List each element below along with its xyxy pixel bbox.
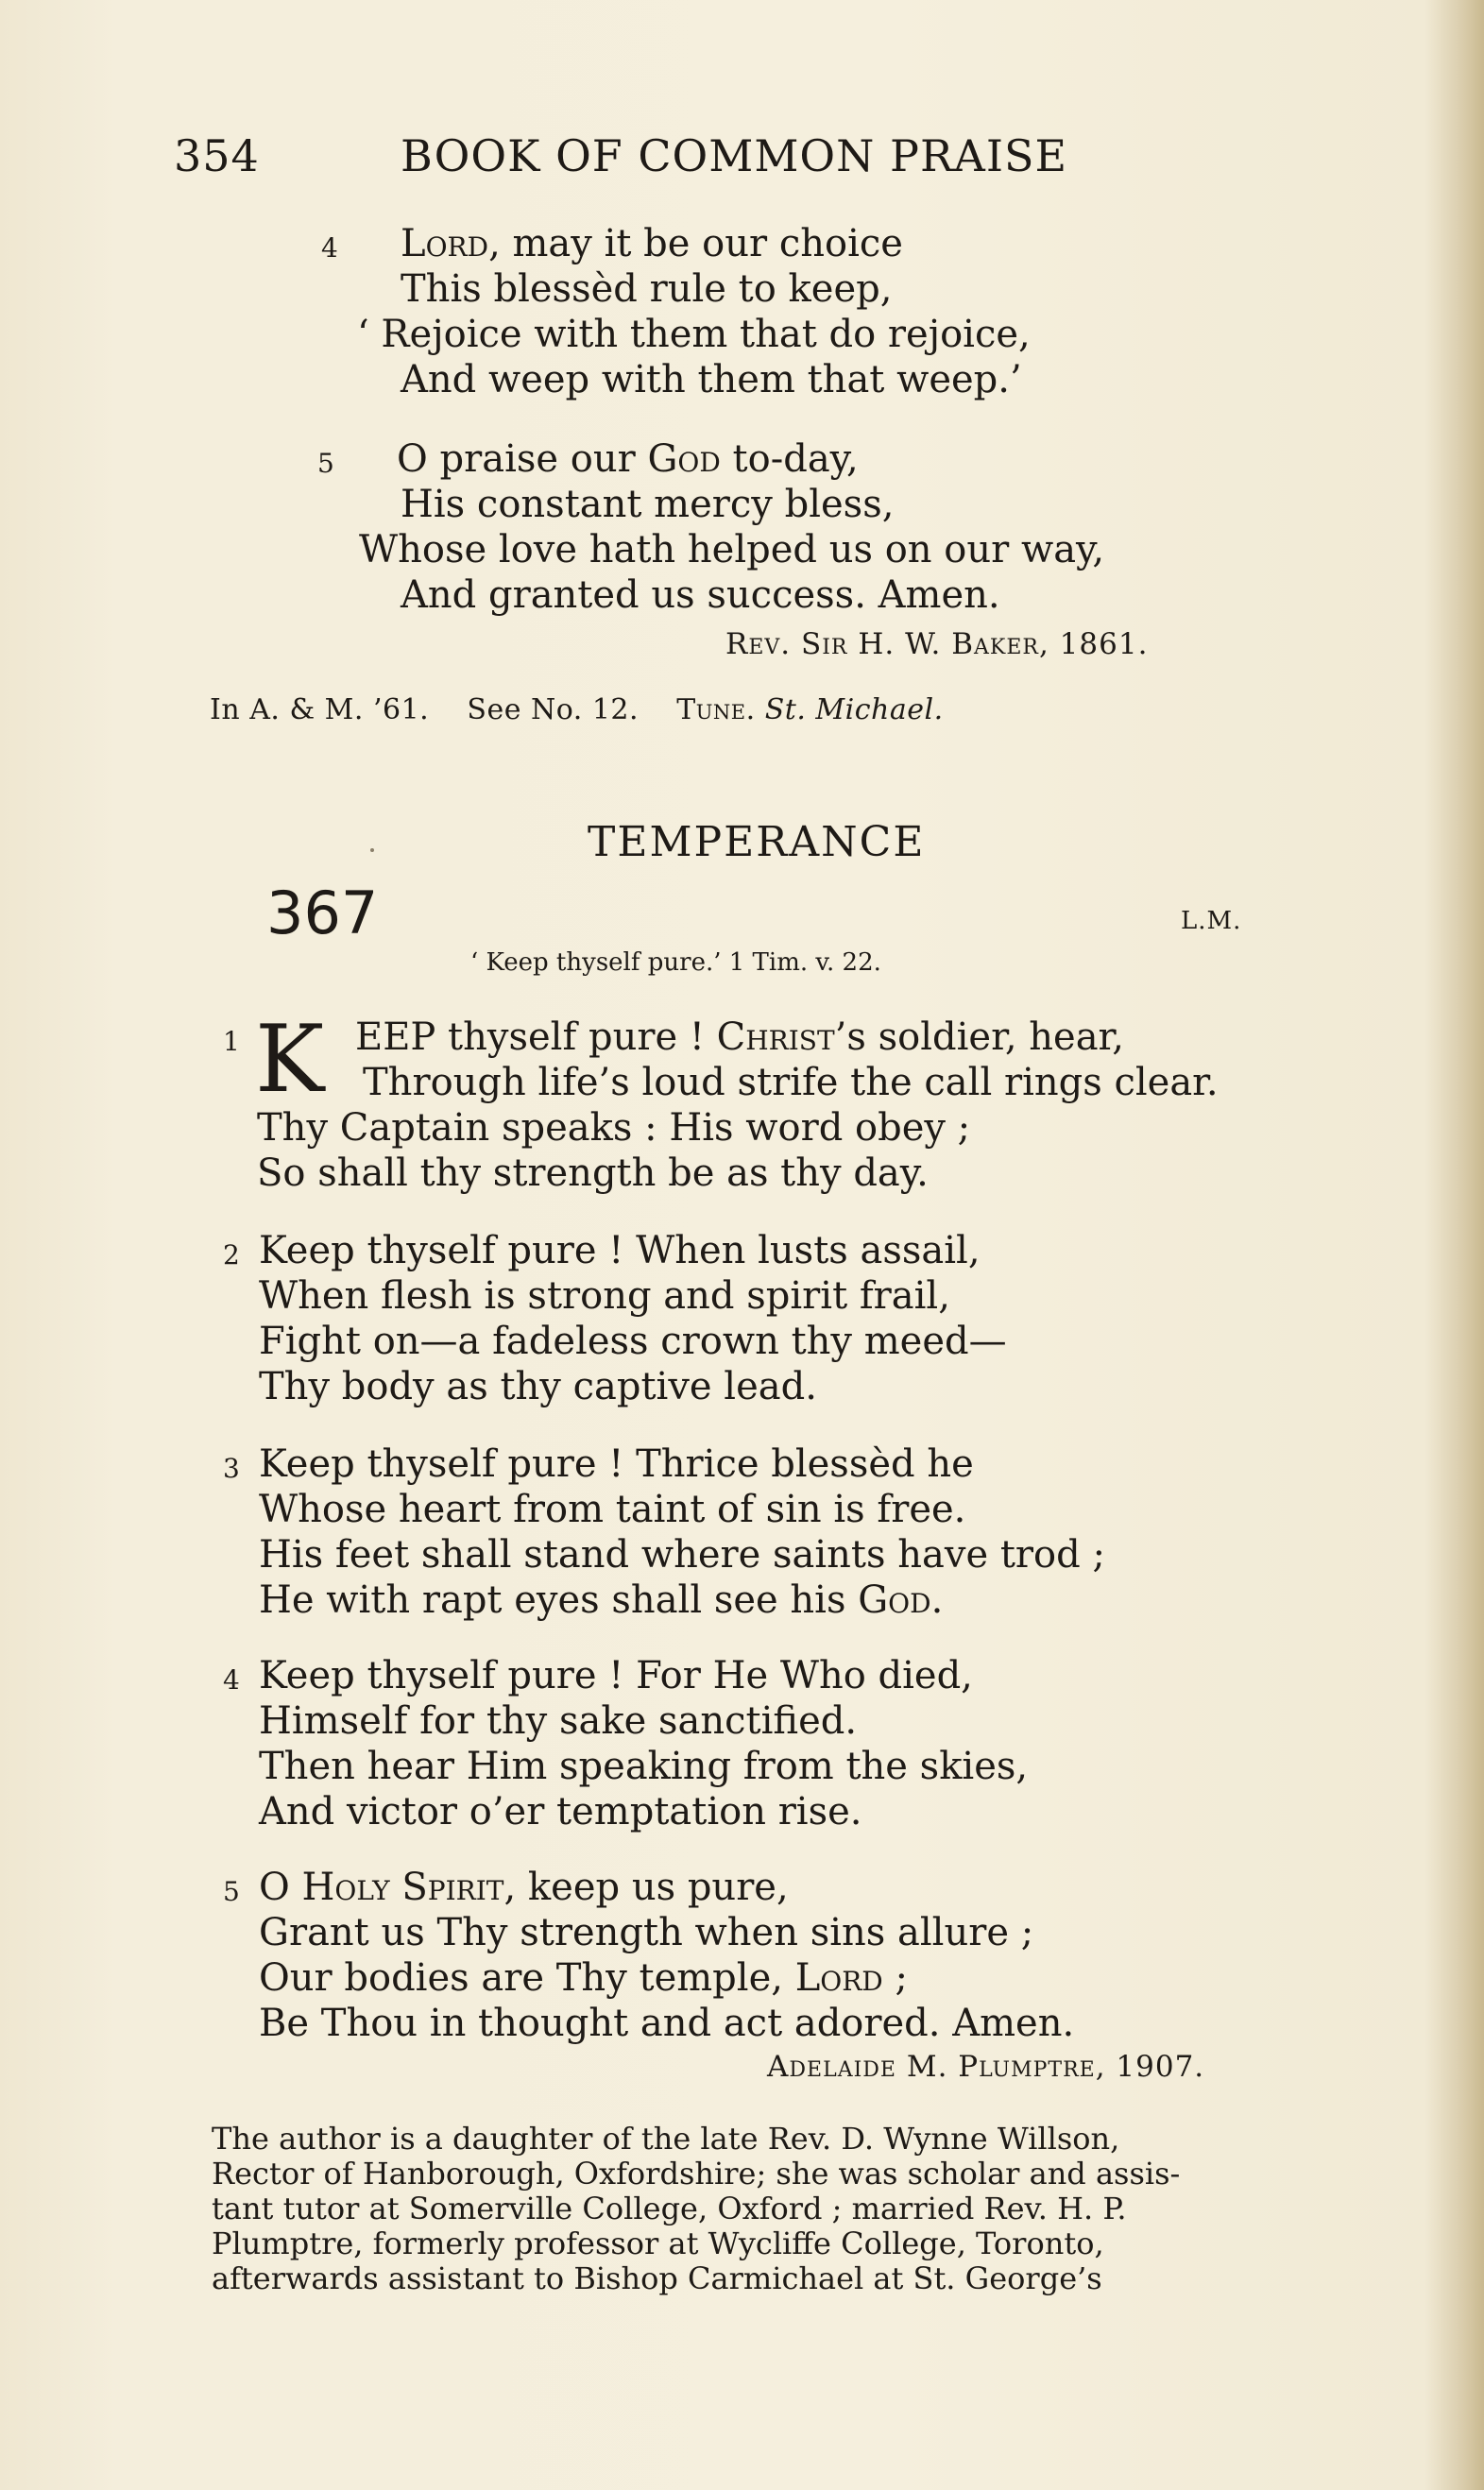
print-speck [370,848,374,852]
scripture-reference: ‘ Keep thyself pure.’ 1 Tim. v. 22. [470,948,881,977]
verse-line: Thy body as thy captive lead. [259,1365,817,1408]
verse-line: He with rapt eyes shall see his God. [259,1578,944,1622]
footnote-line: Rector of Hanborough, Oxfordshire; she was scholar and assis- [212,2156,1181,2192]
verse-number: 2 [223,1239,240,1271]
tune-name: St. Michael. [764,693,944,726]
verse-line: And granted us success. Amen. [401,573,1000,617]
drop-cap: K [255,1006,325,1114]
verse-line: Thy Captain speaks : His word obey ; [257,1106,971,1150]
verse-line: Whose love hath helped us on our way, [359,528,1105,571]
verse-line: When flesh is strong and spirit frail, [259,1274,950,1318]
verse-line: His feet shall stand where saints have trod ; [259,1533,1105,1577]
verse-line: Grant us Thy strength when sins allure ; [259,1911,1034,1954]
verse-line: Be Thou in thought and act adored. Amen. [259,2002,1075,2045]
verse-line: ‘ Rejoice with them that do rejoice, [357,313,1031,356]
verse-line: And victor o’er temptation rise. [259,1790,862,1833]
verse-line: This blessèd rule to keep, [401,267,893,311]
verse-line: And weep with them that weep.’ [401,358,1022,401]
hymn-number: 367 [266,878,379,947]
verse-line: Himself for thy sake sanctified. [259,1699,858,1743]
verse-line: Our bodies are Thy temple, Lord ; [259,1956,908,2000]
verse-number: 3 [223,1453,240,1484]
verse-line: Keep thyself pure ! When lusts assail, [259,1229,981,1272]
verse-line: Then hear Him speaking from the skies, [259,1745,1029,1788]
page-number: 354 [174,130,260,181]
footnote-line: The author is a daughter of the late Rev. D. Wynne Willson, [212,2121,1120,2157]
verse-line: O praise our God to-day, [397,437,859,481]
author-biographical-note [212,2122,1458,2296]
footnote-line: tant tutor at Somerville College, Oxford ; married Rev. H. P. [212,2191,1127,2226]
verse-number: 5 [317,448,334,479]
hymn-author: Adelaide M. Plumptre, 1907. [767,2050,1205,2084]
hymn-meter: L.M. [1181,907,1242,935]
prev-hymn-author: Rev. Sir H. W. Baker, 1861. [725,627,1149,661]
prev-hymn-source-note [210,693,944,726]
verse-line: Keep thyself pure ! Thrice blessèd he [259,1442,974,1486]
running-title: BOOK OF COMMON PRAISE [401,130,1068,181]
section-title: TEMPERANCE [588,818,926,866]
verse-line: His constant mercy bless, [401,483,895,526]
verse-number: 5 [223,1876,240,1907]
verse-number: 1 [223,1026,240,1057]
running-head [174,130,1067,181]
verse-number: 4 [321,232,338,264]
source: In A. & M. ’61. [210,693,430,726]
verse-line: Whose heart from taint of sin is free. [259,1488,966,1531]
footnote-line: Plumptre, formerly professor at Wycliffe College, Toronto, [212,2226,1104,2261]
verse-line: Lord, may it be our choice [401,222,903,265]
verse-line: So shall thy strength be as thy day. [257,1151,929,1195]
verse-line: O Holy Spirit, keep us pure, [259,1866,789,1909]
verse-line: EEP thyself pure ! Christ’s soldier, hear, [355,1015,1124,1059]
verse-number: 4 [223,1664,240,1696]
see-reference: See No. 12. [467,693,640,726]
footnote-line: afterwards assistant to Bishop Carmichael at St. George’s [212,2260,1102,2296]
verse-line: Through life’s loud strife the call rings clear. [363,1061,1219,1104]
verse-line: Fight on—a fadeless crown thy meed— [259,1320,1007,1363]
verse-line: Keep thyself pure ! For He Who died, [259,1654,973,1697]
tune-label: Tune. [676,693,756,726]
